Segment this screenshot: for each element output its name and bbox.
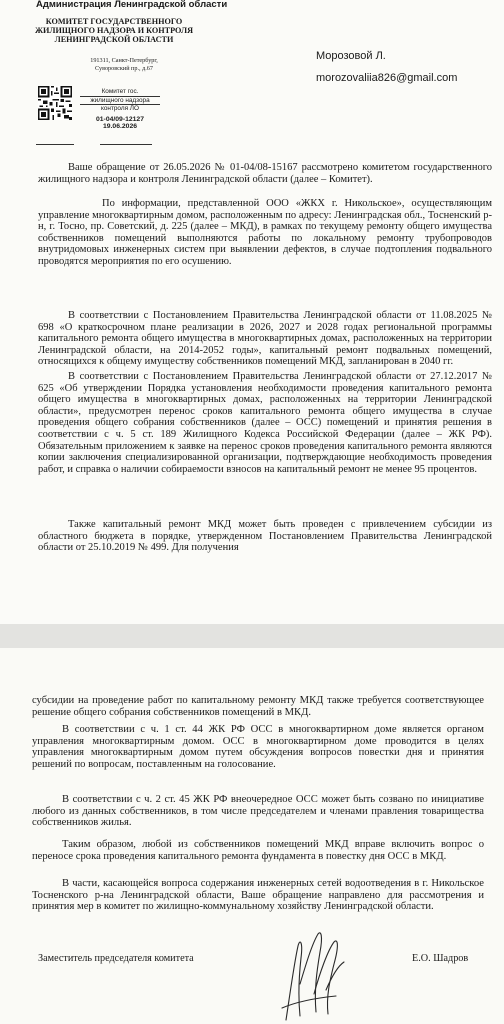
paragraph-9: Таким образом, любой из собственников помещений МКД вправе включить вопрос о переносе срока проведения капитального ремонта фундамента в повестку дня ОСС в МКД. [32, 839, 484, 862]
page-separator [0, 624, 504, 648]
recipient-name: Морозовой Л. [316, 50, 386, 62]
reference-line-1 [36, 144, 74, 145]
stamp-number: 01-04/09-12127 [96, 115, 144, 123]
stamp-date: 19.06.2026 [102, 123, 138, 131]
registration-stamp [80, 88, 160, 131]
address-line-2: Суворовский пр., д.67 [95, 64, 153, 72]
stamp-line-3: контроля ЛО [101, 105, 139, 113]
administration-header: Администрация Ленинградской области [36, 0, 228, 10]
stamp-line-2: жилищного надзора [80, 97, 160, 106]
paragraph-5: Также капитальный ремонт МКД может быть проведен с привлечением субсидии из областного бюджета в порядке, утвержденном Постановлением Правительства Ленинградской области от 25.10.2019 № 499. Для получения [38, 519, 492, 554]
agency-name: КОМИТЕТ ГОСУДАРСТВЕННОГО ЖИЛИЩНОГО НАДЗОРА И КОНТРОЛЯ ЛЕНИНГРАДСКОЙ ОБЛАСТИ [34, 17, 194, 45]
paragraph-7: В соответствии с ч. 1 ст. 44 ЖК РФ ОСС в многоквартирном доме является органом управления многоквартирным домом. ОСС в многоквартирном доме проводится в целях управления многоквартирным домом путем обсуждения вопросов повестки дня и принятия решений по вопросам, поставленным на голосование. [32, 724, 484, 770]
handwritten-signature-icon [276, 924, 356, 1024]
signature-title: Заместитель председателя комитета [38, 953, 194, 964]
recipient-email: morozovaliia826@gmail.com [316, 72, 458, 84]
address-line-1: 191311, Санкт-Петербург, [90, 57, 158, 64]
paragraph-3: В соответствии с Постановлением Правительства Ленинградской области от 11.08.2025 № 698 «О краткосрочном плане реализации в 2026, 2027 и 2028 годах региональной программы капитального ремонта общего имущества в многоквартирных домах, расположенных на территории Ленинградской области, на 2014-2052 годы», капитальный ремонт подвальных помещений, относящихся к общему имуществу собственников помещений МКД, запланирован в 2040 гг. [38, 310, 492, 368]
letter-page-2 [0, 648, 504, 1024]
qr-code-icon [38, 86, 72, 120]
signatory-name: Е.О. Шадров [412, 953, 469, 964]
reference-line-2 [100, 144, 152, 145]
paragraph-6: субсидии на проведение работ по капитальному ремонту МКД также требуется соответствующее решение общего собрания собственников помещений в МКД. [32, 695, 484, 718]
paragraph-4: В соответствии с Постановлением Правительства Ленинградской области от 27.12.2017 № 625 «Об утверждении Порядка установления необходимости проведения капитального ремонта общего имущества в многоквартирных домах, расположенных на территории Ленинградской области», предусмотрен перенос сроков капитального ремонта общего имущества в случае проведения общего собрания собственников (далее – ОСС) помещений и принятия решения в соответствии с ч. 5 ст. 189 Жилищного Кодекса Российской Федерации (далее – ЖК РФ). Обязательным приложением к заявке на перенос сроков проведения капитального ремонта являются копии заключения специализированной организации, подтверждающие необходимость проведения работ, и справка о наличии собираемости взносов на капитальный ремонт не менее 95 процентов. [38, 371, 492, 475]
paragraph-10: В части, касающейся вопроса содержания инженерных сетей водоотведения в г. Никольское Тосненского р-на Ленинградской области, Ваше обращение направлено для рассмотрения и принятия мер в комитет по жилищно-коммунальному хозяйству Ленинградской области. [32, 878, 484, 913]
paragraph-1-text: Ваше обращение от 26.05.2026 № 01-04/08-15167 рассмотрено комитетом государственного жилищного надзора и контроля Ленинградской области (далее – Комитет). [38, 162, 492, 185]
paragraph-8: В соответствии с ч. 2 ст. 45 ЖК РФ внеочередное ОСС может быть созвано по инициативе любого из данных собственников, в том числе председателем и членами правления товарищества собственников жилья. [32, 794, 484, 829]
stamp-line-1: Комитет гос. [80, 88, 160, 97]
agency-address [64, 57, 184, 72]
paragraph-1 [38, 162, 492, 185]
paragraph-2: По информации, представленной ООО «ЖКХ г. Никольское», осуществляющим управление многоквартирным домом, расположенным по адресу: Ленинградская обл., Тосненский р-н, г. Тосно, пр. Советский, д. 225 (далее – МКД), в рамках по текущему ремонту общего имущества собственников помещений выполняются работы по локальному ремонту трубопроводов внутридомовых инженерных систем при выявлении дефектов, в случае подтопления подвального проводятся мероприятия по его осушению. [38, 198, 492, 267]
